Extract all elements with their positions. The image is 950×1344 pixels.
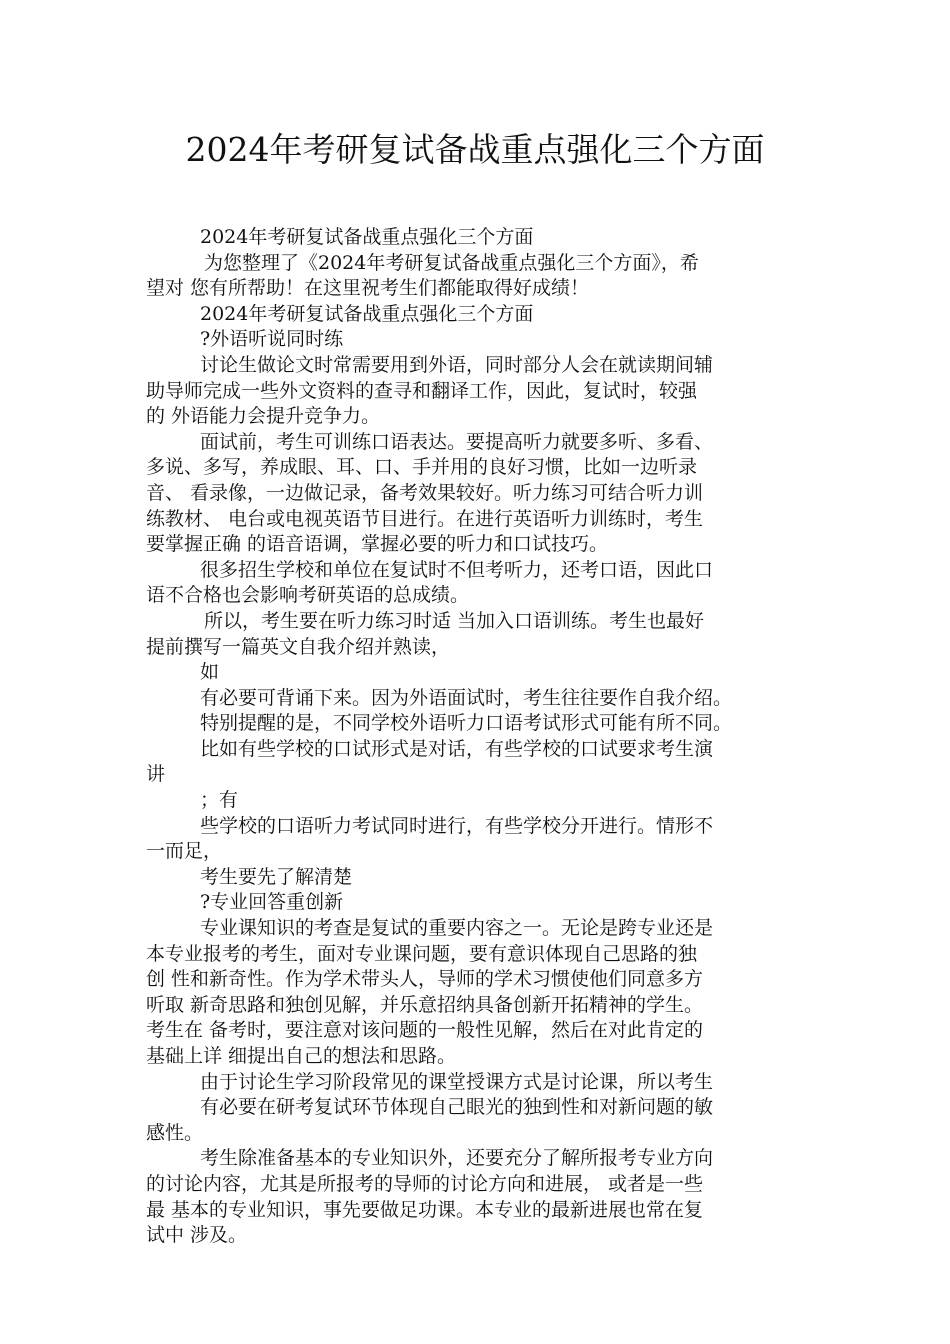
text-line: 一而足， [146, 840, 223, 863]
text-line: 由于讨论生学习阶段常见的课堂授课方式是讨论课，所以考生 [200, 1070, 714, 1093]
text-line: 基础上详 细提出自己的想法和思路。 [146, 1045, 457, 1067]
text-line: 多说、多写，养成眼、耳、口、手并用的良好习惯，比如一边听录 [146, 456, 698, 479]
text-line: 讨论生做论文时常需要用到外语，同时部分人会在就读期间辅 [200, 353, 714, 376]
text-line: 所以，考生要在听力练习时适 当加入口语训练。考生也最好 [204, 609, 705, 632]
text-line: 创 性和新奇性。作为学术带头人，导师的学术习惯使他们同意多方 [146, 968, 704, 991]
text-line: 特别提醒的是，不同学校外语听力口语考试形式可能有所不同。 [200, 712, 733, 735]
text-line: 助导师完成一些外文资料的查寻和翻译工作，因此，复试时，较强 [146, 379, 698, 402]
text-line: 2024年考研复试备战重点强化三个方面 [200, 226, 534, 248]
text-line: ；有 [200, 789, 239, 812]
text-line: 如 [200, 661, 220, 684]
section-heading: ?外语听说同时练 [200, 328, 344, 351]
text-line: 些学校的口语听力考试同时进行，有些学校分开进行。情形不 [200, 814, 714, 837]
text-line: 要掌握正确 的语音语调，掌握必要的听力和口试技巧。 [146, 533, 609, 556]
text-line: 试中 涉及。 [146, 1224, 248, 1247]
text-line: 本专业报考的考生，面对专业课问题，要有意识体现自己思路的独 [146, 942, 698, 965]
text-line: 听取 新奇思路和独创见解，并乐意招纳具备创新开拓精神的学生。 [146, 993, 704, 1016]
text-line: 最 基本的专业知识，事先要做足功课。本专业的最新进展也常在复 [146, 1198, 704, 1221]
text-line: 语不合格也会影响考研英语的总成绩。 [146, 584, 470, 607]
text-line: 有必要在研考复试环节体现自己眼光的独到性和对新问题的敏 [200, 1096, 714, 1119]
text-line: 感性。 [146, 1121, 204, 1144]
text-line: 很多招生学校和单位在复试时不但考听力，还考口语，因此口 [200, 558, 714, 581]
text-line: 音、 看录像，一边做记录，备考效果较好。听力练习可结合听力训 [146, 481, 704, 504]
text-line: 为您整理了《2024年考研复试备战重点强化三个方面》，希 [204, 251, 699, 274]
text-line: 望对 您有所帮助！在这里祝考生们都能取得好成绩！ [146, 277, 590, 300]
text-line: 比如有些学校的口试形式是对话，有些学校的口试要求考生演 [200, 737, 714, 760]
text-line: 考生要先了解清楚 [200, 865, 353, 888]
text-line: 的 外语能力会提升竞争力。 [146, 405, 381, 428]
text-line: 考生在 备考时，要注意对该问题的一般性见解，然后在对此肯定的 [146, 1019, 704, 1042]
text-line: 考生除准备基本的专业知识外，还要充分了解所报考专业方向 [200, 1147, 714, 1170]
text-line: 练教材、 电台或电视英语节目进行。在进行英语听力训练时，考生 [146, 507, 704, 530]
text-line: 有必要可背诵下来。因为外语面试时，考生往往要作自我介绍。 [200, 686, 733, 709]
text-line: 提前撰写一篇英文自我介绍并熟读， [146, 635, 451, 658]
text-line: 的讨论内容，尤其是所报考的导师的讨论方向和进展， 或者是一些 [146, 1172, 704, 1195]
text-line: 专业课知识的考查是复试的重要内容之一。无论是跨专业还是 [200, 917, 714, 940]
text-line: 2024年考研复试备战重点强化三个方面 [200, 302, 534, 325]
text-line: 讲 [146, 763, 166, 786]
text-line: 面试前，考生可训练口语表达。要提高听力就要多听、多看、 [200, 430, 714, 453]
section-heading: ?专业回答重创新 [200, 891, 344, 914]
document-body [146, 225, 812, 1249]
document-title: 2024年考研复试备战重点强化三个方面 [185, 130, 765, 169]
